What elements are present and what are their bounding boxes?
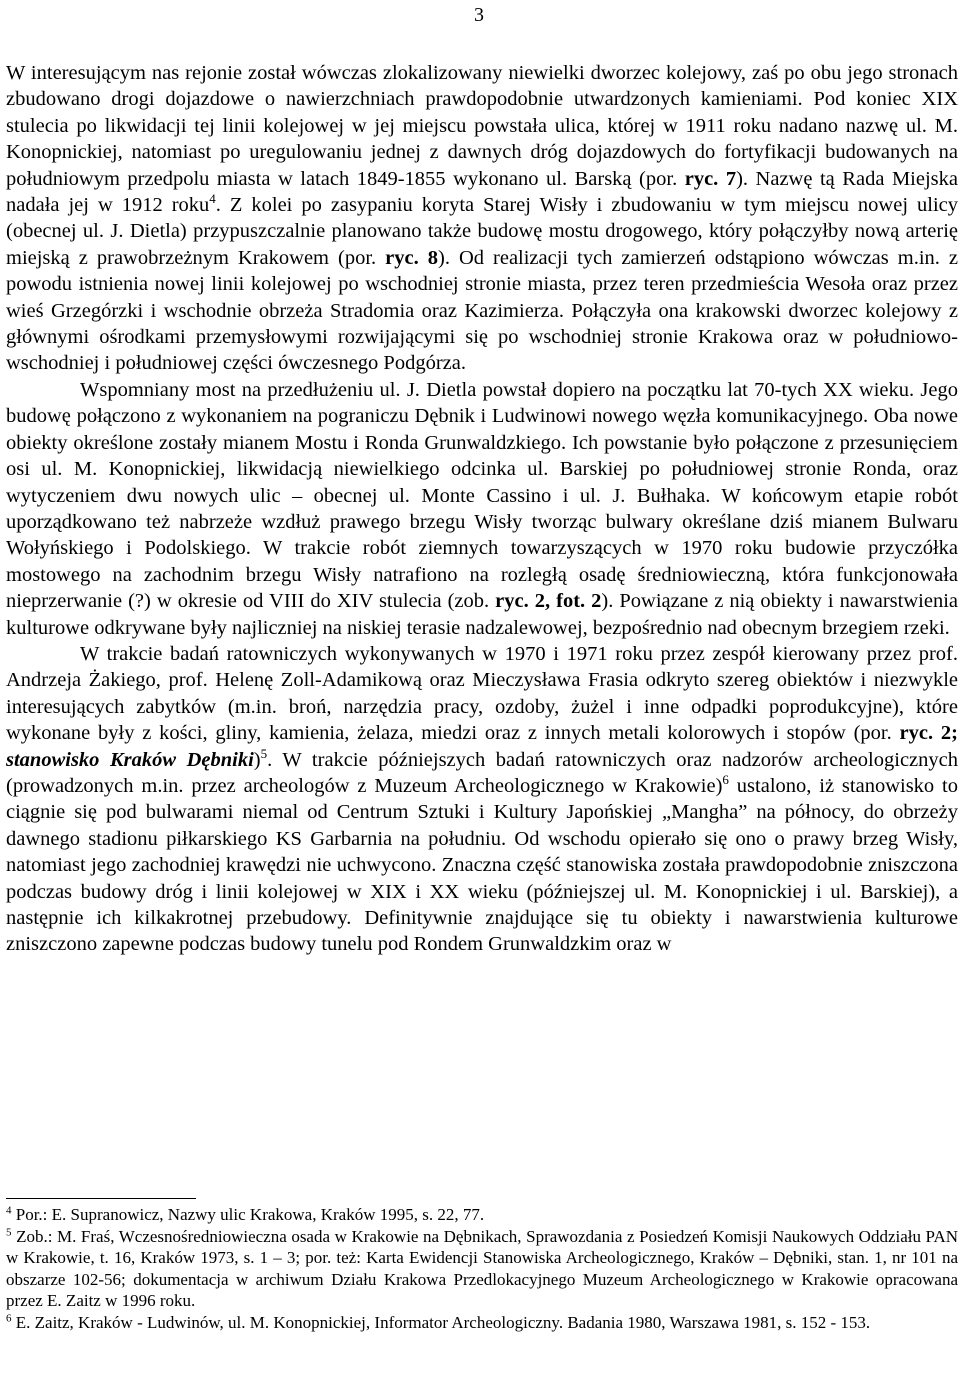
paragraph [6,377,958,641]
footnote [6,1226,958,1312]
text-run: ). Nazwę tą Rada Miejska nadała jej w 1912 roku [6,167,958,217]
footnote-text: E. Zaitz, Kraków - Ludwinów, ul. M. Konopnickiej, Informator Archeologiczny. Badania 1980, Warszawa 1981, s. 152 - 153. [11,1312,871,1332]
text-run: ) [253,748,261,771]
text-run: ryc. 7 [684,167,737,190]
text-run: . W trakcie późniejszych badań ratowniczych oraz nadzorów archeologicznych (prowadzonych m.in. przez archeologów z Muzeum Archeologicznego w Krakowie) [6,748,958,797]
footnotes [6,1204,958,1334]
text-run: ). Powiązane z nią obiekty i nawarstwienia kulturowe odkrywane były najliczniej na niskiej terasie nadzalewowej, bezpośrednio nad obecnym brzegiem rzeki. [6,590,958,639]
text-run: ryc. 2, fot. 2 [495,590,602,613]
footnote-text: Por.: E. Supranowicz, Nazwy ulic Krakowa, Kraków 1995, s. 22, 77. [11,1205,485,1224]
page-number: 3 [474,4,484,26]
main-text [6,60,958,958]
footnote [6,1204,958,1226]
text-run: W trakcie badań ratowniczych wykonywanych w 1970 i 1971 roku przez zespół kierowany przez prof. Andrzeja Żakiego, prof. Helenę Zoll-Adamikową oraz Mieczysława Frasia odkryto szereg obiektów i niezwykle interesujących zabytków (m.in. broń, narzędzia pracy, ozdoby, żużel i inne odpadki poprodukcyjne), które wykonane były z kości, gliny, kamienia, żelaza, miedzi oraz z innych metali kolorowych i stopów (por. [6,642,958,745]
text-run: ). Od realizacji tych zamierzeń odstąpiono wówczas m.in. z powodu istnienia nowej linii kolejowej po wschodniej stronie miasta, przez teren przedmieścia Wesoła oraz przez wieś Grzegórzki i wschodnie obrzeża Stradomia oraz Kazimierza. Połączyła ona krakowski dworzec kolejowy z głównymi ośrodkami przemysłowymi rozwijającymi się po wschodniej stronie Krakowa oraz w południowo-wschodniej i południowej części ówczesnego Podgórza. [6,246,958,375]
paragraph [6,641,958,958]
text-run: . Z kolei po zasypaniu koryta Starej Wisły i zbudowaniu w tym miejscu nowej ulicy (obecnej ul. J. Dietla) przypuszczalnie planowano także budowę mostu drogowego, który połączyłby nową arterię miejską z prawobrzeżnym Krakowem (por. [6,194,958,269]
footnote-number: 5 [6,1225,12,1238]
text-run: ustalono, iż stanowisko to ciągnie się pod bulwarami niemal od Centrum Sztuki i Kultury Japońskiej „Mangha” na północy, do obrzeży dawnego stadionu piłkarskiego KS Garbarnia na południu. Od wschodu opierało się ono o prawy brzeg Wisły, natomiast jego zachodniej krawędzi nie uchwycono. Znaczna część stanowiska została prawdopodobnie zniszczona podczas budowy dróg i linii kolejowej w XIX i XX wieku (późniejszej ul. M. Konopnickiej i ul. Barskiej), a następnie ich kilkakrotnej przebudowy. Definitywnie znajdujące się tu obiekty i nawarstwienia kulturowe zniszczono zapewne podczas budowy tunelu pod Rondem Grunwaldzkim oraz w [6,774,958,956]
footnote-reference: 5 [260,745,268,761]
footnote-reference: 6 [722,772,729,788]
footnote-text: Zob.: M. Fraś, Wczesnośredniowieczna osada w Krakowie na Dębnikach, Sprawozdania z Posiedzeń Komisji Naukowych Oddziału PAN w Krakowie, t. 16, Kraków 1973, s. 1 – 3; por. też: Karta Ewidencji Stanowiska Archeologicznego, Kraków – Dębniki, stan. 1, nr 101 na obszarze 102-56; dokumentacja w archiwum Działu Krakowa Przedlokacyjnego Muzeum Archeologicznego w Krakowie opracowana przez E. Zaitz w 1996 roku. [6,1226,958,1311]
footnote-number: 4 [6,1204,12,1217]
footnote-reference: 4 [209,191,216,207]
text-run: ryc. 8 [385,246,438,269]
paragraph [6,60,958,377]
text-run: Wspomniany most na przedłużeniu ul. J. Dietla powstał dopiero na początku lat 70-tych XX wieku. Jego budowę połączono z wykonaniem na pograniczu Dębnik i Ludwinowi nowego węzła komunikacyjnego. Oba nowe obiekty określone zostały mianem Mostu i Ronda Grunwaldzkiego. Ich powstanie było połączone z przesunięciem osi ul. M. Konopnickiej, likwidacją niewielkiego odcinka ul. Barskiej po południowej stronie Ronda, oraz wytyczeniem dwu nowych ulic – obecnej ul. Monte Cassino i ul. J. Bułhaka. W końcowym etapie robót uporządkowano też nabrzeże wzdłuż prawego brzegu Wisły tworząc bulwary określane dziś mianem Bulwaru Wołyńskiego i Podolskiego. W trakcie robót ziemnych towarzyszących w 1970 roku budowie przyczółka mostowego na zachodnim brzegu Wisły natrafiono na rozległą osadę średniowieczną, która funkcjonowała nieprzerwanie (?) w okresie od VIII do XIV stulecia (zob. [6,378,958,613]
footnote [6,1312,958,1334]
footnote-number: 6 [6,1312,12,1325]
text-run: W interesującym nas rejonie został wówczas zlokalizowany niewielki dworzec kolejowy, zaś po obu jego stronach zbudowano drogi dojazdowe o nawierzchniach prawdopodobnie utwardzonych kamieniami. Pod koniec XIX stulecia po likwidacji tej linii kolejowej w jej miejscu powstała ulica, której w 1911 roku nadano nazwę ul. M. Konopnickiej, natomiast po uregulowaniu jednej z dawnych dróg dojazdowych do fortyfikacji budowanych na południowym przedpolu miasta w latach 1849-1855 wykonano ul. Barską (por. [6,62,958,190]
text-run: stanowisko Kraków Dębniki [6,748,254,771]
text-run: ryc. 2; [899,722,958,745]
footnote-separator [6,1198,196,1199]
